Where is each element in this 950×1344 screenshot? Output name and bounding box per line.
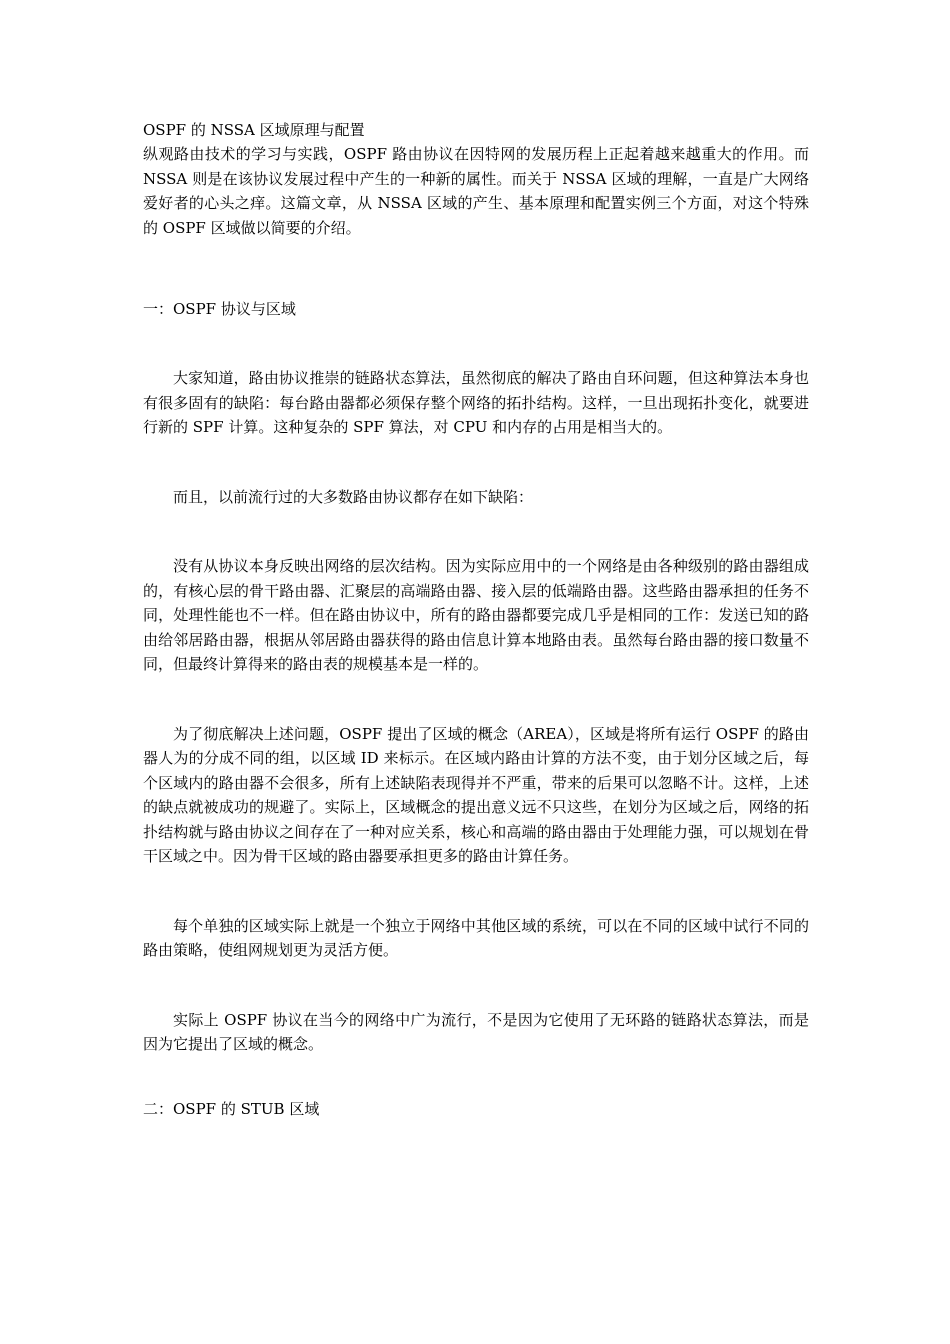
- section-1-paragraph-2: 而且，以前流行过的大多数路由协议都存在如下缺陷：: [173, 487, 534, 506]
- section-2-heading: 二：OSPF 的 STUB 区域: [143, 1099, 320, 1118]
- section-1-paragraph-6: 实际上 OSPF 协议在当今的网络中广为流行，不是因为它使用了无环路的链路状态算法，而是因为它提出了区域的概念。: [143, 1010, 809, 1053]
- section-1-paragraph-5: 每个单独的区域实际上就是一个独立于网络中其他区域的系统，可以在不同的区域中试行不同的路由策略，使组网规划更为灵活方便。: [143, 916, 809, 959]
- section-1-paragraph-4: 为了彻底解决上述问题，OSPF 提出了区域的概念（AREA），区域是将所有运行 OSPF 的路由器人为的分成不同的组，以区域 ID 来标示。在区域内路由计算的方法不变，由于划分区域之后，每个区域内的路由器不会很多，所有上述缺陷表现得并不严重，带来的后果可以忽略不计。这样，上述的缺点就被成功的规避了。实际上，区域概念的提出意义远不只这些，在划分为区域之后，网络的拓扑结构就与路由协议之间存在了一种对应关系，核心和高端的路由器由于处理能力强，可以规划在骨干区域之中。因为骨干区域的路由器要承担更多的路由计算任务。: [143, 724, 809, 865]
- section-1-paragraph-1: 大家知道，路由协议推崇的链路状态算法，虽然彻底的解决了路由自环问题，但这种算法本身也有很多固有的缺陷：每台路由器都必须保存整个网络的拓扑结构。这样，一旦出现拓扑变化，就要进行新的 SPF 计算。这种复杂的 SPF 算法，对 CPU 和内存的占用是相当大的。: [143, 369, 809, 436]
- section-1-heading: 一：OSPF 协议与区域: [143, 300, 296, 318]
- document-title: OSPF 的 NSSA 区域原理与配置: [143, 121, 365, 139]
- intro-paragraph: 纵观路由技术的学习与实践，OSPF 路由协议在因特网的发展历程上正起着越来越重大的作用。而 NSSA 则是在该协议发展过程中产生的一种新的属性。而关于 NSSA 区域的理解，一直是广大网络爱好者的心头之痒。这篇文章，从 NSSA 区域的产生、基本原理和配置实例三个方面，对这个特殊的 OSPF 区域做以简要的介绍。: [143, 145, 809, 237]
- document-page: [143, 118, 809, 1121]
- section-1-paragraph-3: 没有从协议本身反映出网络的层次结构。因为实际应用中的一个网络是由各种级别的路由器组成的，有核心层的骨干路由器、汇聚层的高端路由器、接入层的低端路由器。这些路由器承担的任务不同，处理性能也不一样。但在路由协议中，所有的路由器都要完成几乎是相同的工作：发送已知的路由给邻居路由器，根据从邻居路由器获得的路由信息计算本地路由表。虽然每台路由器的接口数量不同，但最终计算得来的路由表的规模基本是一样的。: [143, 557, 809, 673]
